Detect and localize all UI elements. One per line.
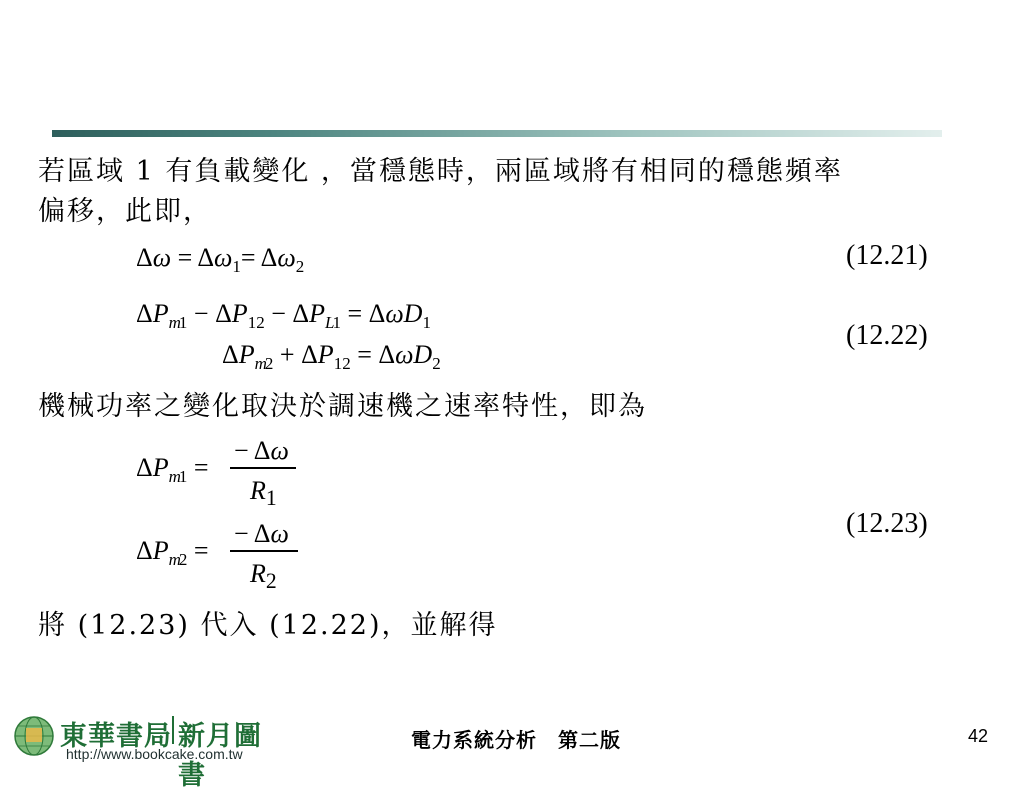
page-number: 42 [968,726,989,746]
publisher-url[interactable]: http://www.bookcake.com.tw [66,746,243,762]
paragraph-line-3: 機械功率之變化取決於調速機之速率特性，即為 [38,391,647,422]
equation-12-23-lhs-1: $\Delta P_{m1}$ = [136,453,209,486]
paragraph-line-2: 偏移，此即， [38,196,212,227]
equation-number-12-23: (12.23) [846,508,928,539]
equation-12-22-line-2: $\Delta P_{m2} + \Delta P_{12} = \Delta\omega D_2$ [222,340,441,373]
equation-number-12-21: (12.21) [846,240,928,271]
equation-12-23-fraction-1: − Δω $R_1$ [230,432,298,512]
equation-12-23-fraction-2: − Δω $R_2$ [230,515,300,595]
publisher-name: 東華書局 [60,721,172,752]
paragraph-line-4: 將 (12.23) 代入 (12.22)，並解得 [38,610,498,641]
logo-separator [172,716,174,744]
publisher-logo [4,712,284,791]
equation-12-23-lhs-2: $\Delta P_{m2}$ = [136,536,209,569]
header-divider [52,130,942,137]
book-title: 電力系統分析 第二版 [411,728,621,752]
publisher-name-2: 新月圖書 [178,721,262,791]
equation-number-12-22: (12.22) [846,320,928,351]
equation-12-22-line-1: $\Delta P_{m1} - \Delta P_{12} - \Delta P_{L1} = \Delta\omega D_1$ [136,299,431,332]
equation-12-21: $\Delta\omega = \Delta\omega_1= \Delta\omega_2$ [136,243,305,276]
paragraph-line-1: 若區域 1 有負載變化 ，當穩態時，兩區域將有相同的穩態頻率 [38,156,843,187]
